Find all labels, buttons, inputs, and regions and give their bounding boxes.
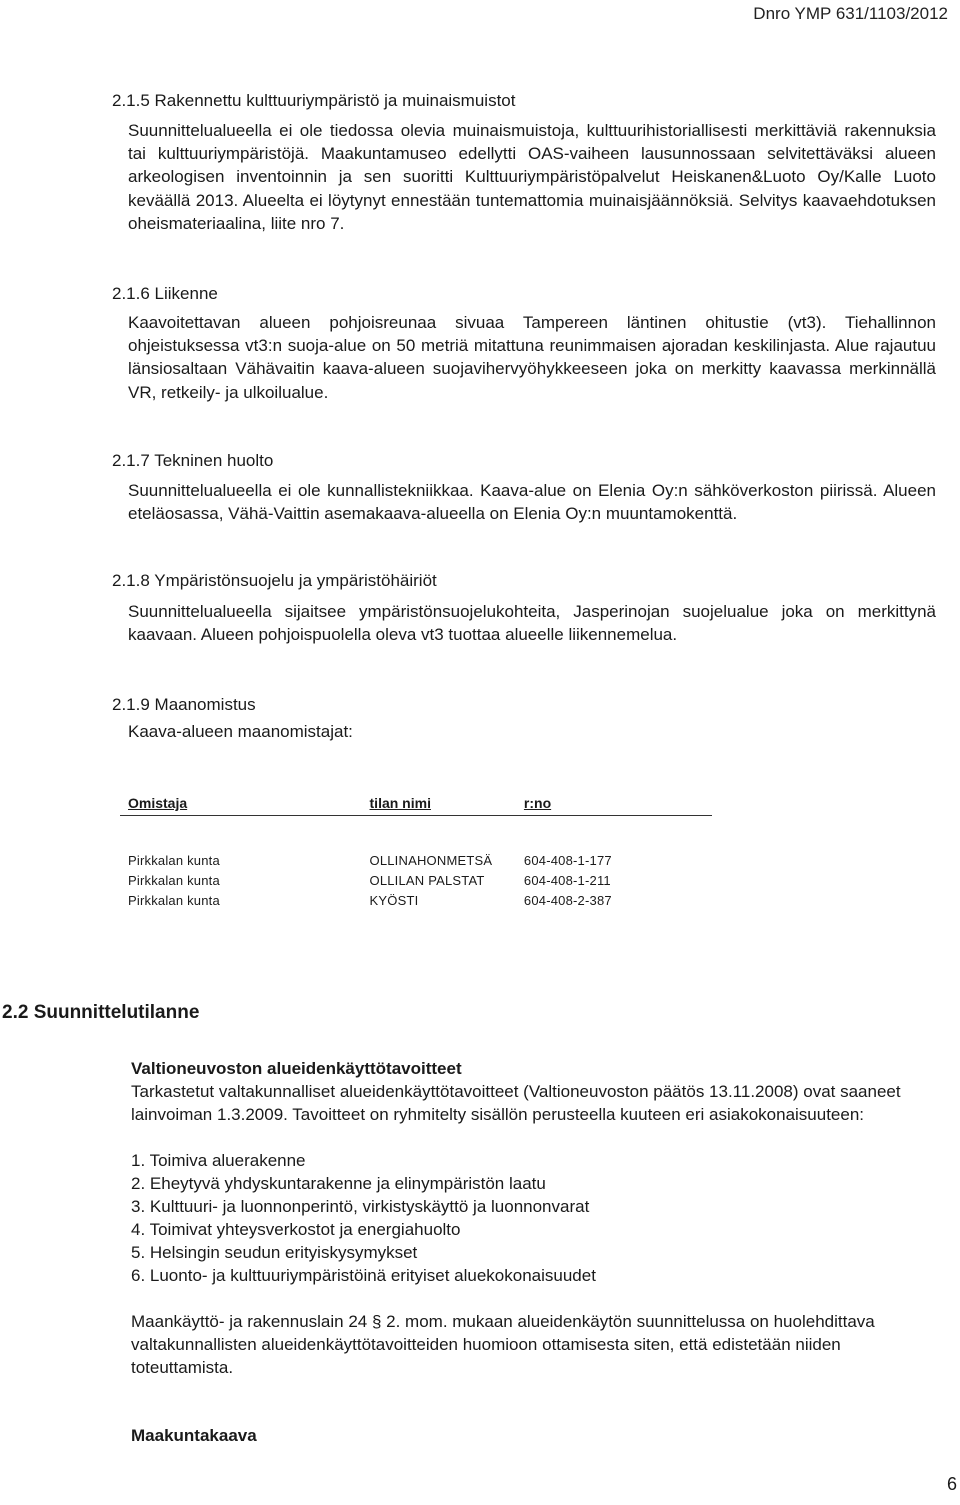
section-heading-215: 2.1.5 Rakennettu kulttuuriympäristö ja muinaismuistot <box>112 91 516 110</box>
list-item: 4. Toimivat yhteysverkostot ja energiahuolto <box>131 1220 461 1239</box>
table-row <box>120 853 712 873</box>
national-goals-title: Valtioneuvoston alueidenkäyttötavoitteet <box>131 1059 462 1078</box>
national-goals-list <box>131 1149 931 1287</box>
list-item: 3. Kulttuuri- ja luonnonperintö, virkistyskäyttö ja luonnonvarat <box>131 1197 590 1216</box>
registry-number-cell: 604-408-2-387 <box>523 893 612 908</box>
chapter-heading-22: 2.2 Suunnittelutilanne <box>2 1002 200 1023</box>
section-text-218: Suunnittelualueella sijaitsee ympäristönsuojelukohteita, Jasperinojan suojelualue joka on merkittynä kaavaan. Alueen pohjoispuolella oleva vt3 tuottaa alueelle liikennemelua. <box>128 602 936 645</box>
column-header-registry-number: r:no <box>523 795 552 811</box>
table-row <box>120 893 712 913</box>
estate-name-cell: OLLINAHONMETSÄ <box>369 853 493 868</box>
section-text-217: Suunnittelualueella ei ole kunnallistekniikkaa. Kaava-alue on Elenia Oy:n sähköverkoston piirissä. Alueen eteläosassa, Vähä-Vaittin asemakaava-alueella on Elenia Oy:n muuntamokenttä. <box>128 481 936 524</box>
national-goals-text: Tarkastetut valtakunnalliset alueidenkäyttötavoitteet (Valtioneuvoston päätös 13.11.2008) ovat saaneet lainvoiman 1.3.2009. Tavoitteet on ryhmitelty sisällön perusteella kuuteen eri asiakokonaisuuteen: <box>131 1082 901 1124</box>
section-heading-216: 2.1.6 Liikenne <box>112 284 218 303</box>
section-heading-217: 2.1.7 Tekninen huolto <box>112 451 274 470</box>
estate-name-cell: KYÖSTI <box>369 893 419 908</box>
column-header-owner: Omistaja <box>128 795 188 811</box>
registry-number-cell: 604-408-1-177 <box>523 853 612 868</box>
estate-name-cell: OLLILAN PALSTAT <box>369 873 485 888</box>
document-id: Dnro YMP 631/1103/2012 <box>753 4 948 23</box>
regional-plan-title: Maakuntakaava <box>131 1426 257 1445</box>
table-header <box>120 795 712 816</box>
section-text-215: Suunnittelualueella ei ole tiedossa olevia muinaismuistoja, kulttuurihistoriallisesti merkittäviä rakennuksia tai kulttuuriympäristöjä. Maakuntamuseo edellytti OAS-vaiheen lausunnossaan selvitettäväksi alueen arkeologisen inventoinnin ja sen suoritti Kulttuuriympäristöpalvelut Heiskanen&Luoto Oy/Kalle Luoto keväällä 2013. Alueelta ei löytynyt ennestään tuntemattomia muinaisjäännöksiä. Selvitys kaavaehdotuksen oheismateriaalina, liite nro 7. <box>128 121 936 233</box>
list-item: 2. Eheytyvä yhdyskuntarakenne ja elinympäristön laatu <box>131 1174 546 1193</box>
landowners-table <box>120 795 712 913</box>
list-item: 5. Helsingin seudun erityiskysymykset <box>131 1243 418 1262</box>
table-row <box>120 873 712 893</box>
landowners-subheading: Kaava-alueen maanomistajat: <box>128 722 353 741</box>
owner-cell: Pirkkalan kunta <box>128 873 220 888</box>
registry-number-cell: 604-408-1-211 <box>523 873 611 888</box>
list-item: 6. Luonto- ja kulttuuriympäristöinä erityiset aluekokonaisuudet <box>131 1266 596 1285</box>
list-item: 1. Toimiva aluerakenne <box>131 1151 306 1170</box>
page-number: 6 <box>946 1474 957 1494</box>
column-header-estate-name: tilan nimi <box>369 795 431 811</box>
section-heading-218: 2.1.8 Ympäristönsuojelu ja ympäristöhäiriöt <box>112 571 437 590</box>
owner-cell: Pirkkalan kunta <box>128 853 220 868</box>
owner-cell: Pirkkalan kunta <box>128 893 220 908</box>
section-heading-219: 2.1.9 Maanomistus <box>112 695 256 714</box>
section-text-216: Kaavoitettavan alueen pohjoisreunaa sivuaa Tampereen läntinen ohitustie (vt3). Tiehallinnon ohjeistuksessa vt3:n suoja-alue on 50 metriä mitattuna reunimmaisen ajoradan keskilinjasta. Alue rajautuu länsiosaltaan Vähävaitin kaava-alueen suojavihervyöhykkeeseen joka on merkitty kaavassa merkinnällä VR, retkeily- ja ulkoilualue. <box>128 313 936 402</box>
land-use-act-text: Maankäyttö- ja rakennuslain 24 § 2. mom. mukaan alueidenkäytön suunnittelussa on huolehdittava valtakunnallisten alueidenkäyttötavoitteiden huomioon ottamisesta siten, että edistetään niiden toteuttamista. <box>131 1312 875 1377</box>
